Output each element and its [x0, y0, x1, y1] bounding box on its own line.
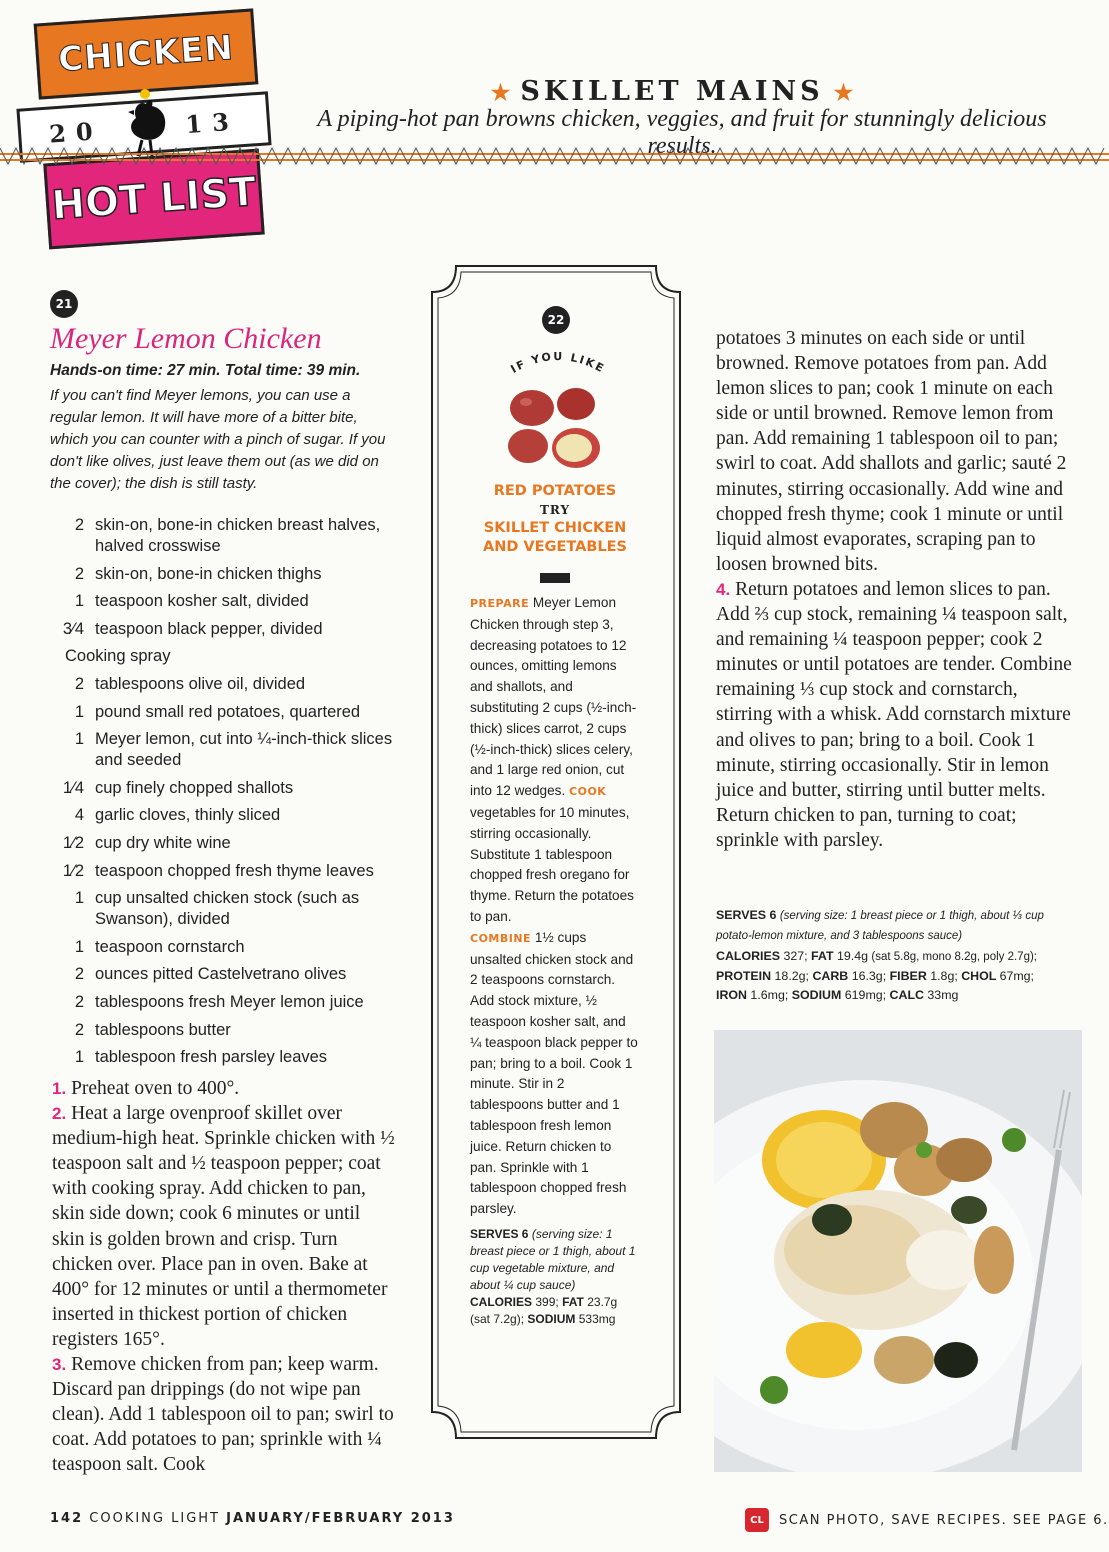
ingredient-text: Cooking spray: [65, 647, 171, 666]
ingredient-item: [50, 992, 410, 1013]
ingredient-quantity: 1⁄2: [62, 833, 84, 852]
nutrient-key: IRON: [716, 988, 751, 1003]
ingredient-quantity: 4: [74, 806, 84, 825]
recipe-step: [52, 1352, 397, 1477]
nutrient-key: SODIUM: [791, 988, 845, 1003]
page-number: 142: [50, 1511, 84, 1526]
nutrient-key: CARB: [812, 968, 852, 983]
step-number: 2.: [52, 1104, 67, 1124]
section-title: [282, 76, 1062, 107]
badge-bottom-text: HOT LIST: [50, 168, 258, 230]
chicken-dish-photo: [714, 1030, 1082, 1472]
ingredient-text: cup unsalted chicken stock (such as Swanson), divided: [95, 889, 360, 929]
ingredient-text: tablespoon fresh parsley leaves: [95, 1048, 328, 1067]
nutrient-value: 327;: [783, 948, 812, 963]
ingredient-item: [50, 778, 410, 799]
ingredient-text: tablespoons fresh Meyer lemon juice: [95, 992, 364, 1011]
if-you-like-arc: [488, 336, 628, 388]
badge-chicken-banner: [34, 8, 259, 99]
ingredient-text: cup dry white wine: [95, 833, 231, 852]
ingredient-list: [50, 515, 410, 1075]
ingredient-quantity: 1: [74, 1048, 84, 1067]
ingredient-quantity: 2: [74, 674, 84, 693]
ingredient-item: [50, 888, 410, 930]
nutrient-value: 1.6mg;: [750, 988, 792, 1003]
step-text: Return potatoes and lemon slices to pan. Add ⅔ cup stock, remaining ¼ teaspoon salt, and remaining ¼ teaspoon pepper; cook 2 minutes or until potatoes are tender. Combine remaining ⅓ cup stock and cornstarch, stirring with a whisk. Add cornstarch mixture and olives to pan; bring to a boil. Cook 1 minute, stirring occasionally. Stir in lemon juice and butter, stirring until butter melts. Return chicken to pan, turning to coat; sprinkle with parsley.: [716, 578, 1072, 851]
ingredient-quantity: 2: [74, 516, 84, 534]
issue-date: JANUARY/FEBRUARY 2013: [226, 1511, 455, 1526]
ingredient-quantity: 2: [74, 564, 84, 583]
star-icon: ★: [833, 80, 854, 106]
ingredient-text: teaspoon kosher salt, divided: [95, 592, 309, 611]
ingredient-quantity: 1: [74, 592, 84, 611]
svg-text:IF YOU LIKE: IF YOU LIKE: [508, 349, 608, 376]
nutrient-key: CALORIES: [470, 1294, 533, 1309]
try-label: TRY: [539, 503, 571, 517]
nutrient-value: 619mg;: [844, 988, 890, 1003]
recipe-number-badge: 21: [50, 290, 78, 318]
serving-size: (serving size: 1 breast piece or 1 thigh, about 1 cup vegetable mixture, and about ¼ cup sauce): [470, 1226, 636, 1292]
recipe-continued: [716, 326, 1076, 853]
ingredient-quantity: 2: [74, 965, 84, 984]
ingredient-quantity: 1⁄4: [62, 778, 84, 797]
step-number: 4.: [716, 579, 731, 599]
step-text: Heat a large ovenproof skillet over medium-high heat. Sprinkle chicken with ½ teaspoon salt and ½ teaspoon pepper; coat with cooking spray. Add chicken to pan, skin side down; cook 6 minutes or until skin is golden brown and crisp. Turn chicken over. Place pan in oven. Bake at 400° for 12 minutes or until a thermometer inserted in thickest portion of chicken registers 165°.: [52, 1103, 395, 1350]
sidebar-content: [470, 482, 640, 1328]
ingredient-item: [50, 646, 410, 667]
sidebar-dish-name: SKILLET CHICKEN AND VEGETABLES: [482, 520, 627, 555]
ingredient-text: ounces pitted Castelvetrano olives: [95, 965, 347, 984]
badge-year-left: 20: [48, 115, 104, 149]
nutrient-value: 33mg: [927, 988, 959, 1003]
step-number: 1.: [52, 1079, 67, 1098]
recipe-title: Meyer Lemon Chicken: [50, 322, 322, 355]
ingredient-text: teaspoon black pepper, divided: [95, 619, 323, 638]
ingredient-item: [50, 937, 410, 958]
ingredient-quantity: 2: [74, 992, 84, 1011]
ingredient-text: Meyer lemon, cut into ¼-inch-thick slices and seeded: [95, 730, 393, 770]
ingredient-text: skin-on, bone-in chicken breast halves, halved crosswise: [95, 516, 381, 555]
magazine-name: COOKING LIGHT: [89, 1511, 220, 1526]
step-number: 3.: [52, 1355, 67, 1375]
combine-text: 1½ cups unsalted chicken stock and 2 teaspoons cornstarch. Add stock mixture, ½ teaspoon kosher salt, and ¼ teaspoon black pepper to pan; bring to a boil. Cook 1 minute. Stir in 2 tablespoons butter and 1 tablespoon fresh lemon juice. Return chicken to pan. Sprinkle with 1 tablespoon chopped fresh parsley.: [470, 929, 638, 1217]
red-potatoes-photo: [502, 384, 608, 478]
step-3-continued: potatoes 3 minutes on each side or until browned. Remove potatoes from pan. Add lemon slices to pan; cook 1 minute on each side or until browned. Remove lemon from pan. Add remaining 1 tablespoon oil to pan; swirl to coat. Add shallots and garlic; sauté 2 minutes, stirring occasionally. Add wine and chopped fresh thyme; cook 1 minute or until liquid almost evaporates, scraping pan to loosen browned bits.: [716, 328, 1067, 575]
ingredient-item: [50, 729, 410, 771]
ingredient-item: [50, 515, 410, 557]
ingredient-item: [50, 702, 410, 723]
recipe-step: [52, 1101, 397, 1352]
ingredient-item: [50, 861, 410, 882]
ingredient-quantity: 1: [74, 889, 84, 908]
ingredient-text: cup finely chopped shallots: [95, 778, 294, 797]
zigzag-divider: [0, 144, 1109, 170]
sidebar-nutrition: [470, 1226, 640, 1328]
ingredient-item: [50, 1047, 410, 1068]
nutrient-value: 67mg;: [999, 968, 1034, 983]
ingredient-text: pound small red potatoes, quartered: [95, 702, 361, 721]
nutrient-value: (sat 7.2g);: [470, 1311, 525, 1326]
nutrient-value: 1.8g;: [930, 968, 962, 983]
nutrient-key: FIBER: [889, 968, 931, 983]
star-icon: ★: [490, 80, 511, 106]
serving-size: (serving size: 1 breast piece or 1 thigh, about ⅓ cup potato-lemon mixture, and 3 tablespoons sauce): [716, 910, 1044, 943]
ingredient-item: [50, 564, 410, 585]
cooking-light-app-icon: CL: [745, 1508, 769, 1532]
scan-promo: [745, 1508, 1109, 1532]
page-footer: [50, 1511, 455, 1526]
recipe-nutrition: [716, 906, 1076, 1005]
nutrient-key: SODIUM: [527, 1311, 576, 1326]
nutrient-value: 399;: [535, 1294, 559, 1309]
nutrient-value: 18.2g;: [774, 968, 813, 983]
nutrient-key: PROTEIN: [716, 968, 775, 983]
ingredient-item: [50, 833, 410, 854]
section-title-text: SKILLET MAINS: [520, 76, 824, 107]
recipe-intro: If you can't find Meyer lemons, you can use a regular lemon. It will have more of a bitter bite, which you can counter with a pinch of sugar. If you don't like olives, just leave them out (as we did on the cover); the dish is still tasty.: [50, 387, 386, 492]
ingredient-item: [50, 674, 410, 695]
nutrient-key: FAT: [811, 948, 837, 963]
step-text: Remove chicken from pan; keep warm. Discard pan drippings (do not wipe pan clean). Add 1 tablespoon oil to pan; swirl to coat. Add potatoes to pan; sprinkle with ¼ teaspoon salt. Cook: [52, 1354, 394, 1476]
recipe-step: [52, 1076, 397, 1101]
nutrient-key: FAT: [562, 1294, 584, 1309]
cook-keyword: COOK: [569, 785, 607, 799]
ingredient-item: [50, 619, 410, 640]
serves-label: SERVES 6: [716, 908, 777, 922]
nutrient-value: 23.7g: [587, 1294, 618, 1309]
combine-keyword: COMBINE: [470, 931, 532, 945]
prepare-keyword: PREPARE: [470, 597, 530, 610]
ingredient-text: teaspoon chopped fresh thyme leaves: [95, 861, 374, 880]
scan-promo-text: SCAN PHOTO, SAVE RECIPES. SEE PAGE 6.: [779, 1512, 1109, 1528]
ingredient-item: [50, 591, 410, 612]
ingredient-item: [50, 1020, 410, 1041]
ingredient-item: [50, 964, 410, 985]
ingredient-text: tablespoons olive oil, divided: [95, 674, 306, 693]
nutrient-key: CHOL: [961, 968, 1000, 983]
ingredient-text: tablespoons butter: [95, 1020, 231, 1039]
sidebar-divider: [540, 573, 570, 583]
ingredient-quantity: 2: [74, 1020, 84, 1039]
ingredient-quantity: 1⁄2: [62, 861, 84, 880]
sidebar-instructions: [470, 593, 640, 1220]
ingredient-quantity: 1: [74, 937, 84, 956]
nutrient-value: (sat 5.8g, mono 8.2g, poly 2.7g);: [871, 950, 1037, 963]
cook-text: vegetables for 10 minutes, stirring occasionally. Substitute 1 tablespoon chopped fresh oregano for thyme. Return the potatoes to pan.: [470, 804, 634, 924]
hot-list-badge: [10, 6, 272, 246]
recipe-times: Hands-on time: 27 min. Total time: 39 min.: [50, 362, 361, 379]
ingredient-text: garlic cloves, thinly sliced: [95, 806, 281, 825]
nutrient-value: 533mg: [578, 1311, 616, 1326]
ingredient-item: [50, 805, 410, 826]
recipe-number-badge: 22: [542, 306, 570, 334]
nutrient-key: CALC: [889, 988, 928, 1003]
prepare-text: Meyer Lemon Chicken through step 3, decreasing potatoes to 12 ounces, omitting lemons and shallots, and substituting 2 cups (½-inch-thick) slices carrot, 2 cups (½-inch-thick) slices celery, and 1 large red onion, cut into 12 wedges.: [470, 595, 637, 799]
ingredient-quantity: 3⁄4: [62, 619, 84, 638]
badge-year-right: 13: [184, 105, 240, 139]
recipe-steps: [52, 1076, 397, 1478]
section-subtitle: A piping-hot pan browns chicken, veggies, and fruit for stunningly delicious results.: [317, 106, 1047, 159]
serves-label: SERVES 6: [470, 1226, 529, 1241]
nutrient-value: 19.4g: [836, 948, 872, 963]
badge-top-text: CHICKEN: [56, 27, 236, 81]
ingredient-quantity: 1: [74, 702, 84, 721]
ingredient-text: teaspoon cornstarch: [95, 937, 245, 956]
step-text: Preheat oven to 400°.: [66, 1078, 240, 1099]
nutrition-facts: [716, 949, 1037, 1003]
nutrient-value: 16.3g;: [851, 968, 890, 983]
ingredient-text: skin-on, bone-in chicken thighs: [95, 564, 322, 583]
if-you-like-item: RED POTATOES: [493, 483, 617, 499]
ingredient-quantity: 1: [74, 730, 84, 749]
nutrient-key: CALORIES: [716, 948, 784, 963]
